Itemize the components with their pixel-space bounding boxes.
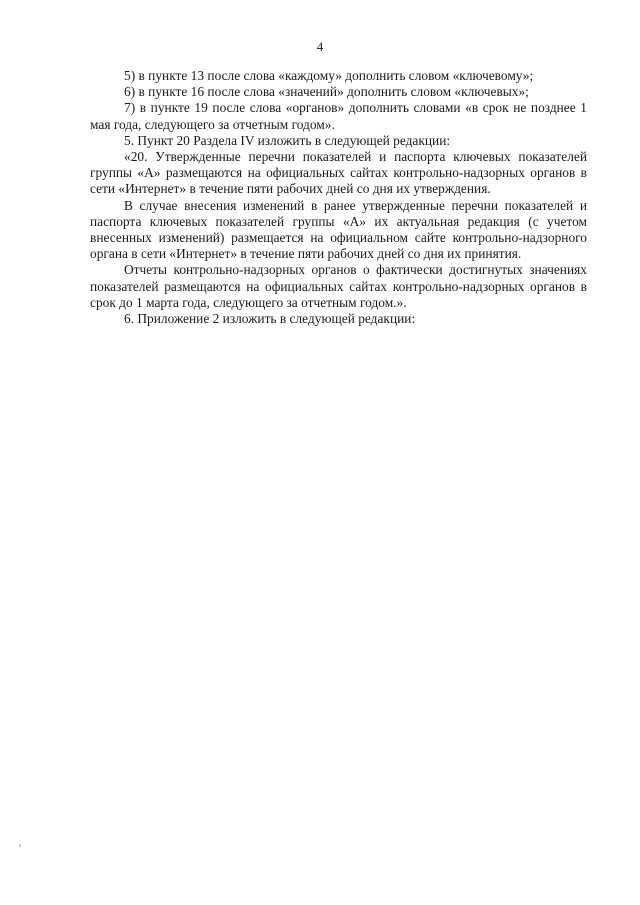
paragraph-item-6-point-16: 6) в пункте 16 после слова «значений» дополнить словом «ключевых»;	[124, 84, 529, 100]
page-number: 4	[316, 39, 324, 54]
paragraph-section-6-heading: 6. Приложение 2 изложить в следующей редакции:	[124, 311, 416, 327]
paragraph-reports-text: Отчеты контрольно-надзорных органов о фактически достигнутых значениях показателей размещаются на официальных сайтах контрольно-надзорных органов в срок до 1 марта года, следующего за отчетным годом.».	[90, 262, 587, 310]
paragraph-section-5-heading: 5. Пункт 20 Раздела IV изложить в следующей редакции:	[124, 132, 451, 148]
paragraph-changes-text: В случае внесения изменений в ранее утвержденные перечни показателей и паспорта ключевых показателей группы «А» их актуальная редакция (с учетом внесенных изменений) размещается на официальном сайте контрольно-надзорного органа в сети «Интернет» в течение пяти рабочих дней со дня их принятия.	[90, 197, 587, 262]
paragraph-item-5-point-13: 5) в пункте 13 после слова «каждому» дополнить словом «ключевому»;	[124, 68, 534, 83]
scan-mark	[19, 844, 21, 847]
paragraph-item-7-point-19: 7) в пункте 19 после слова «органов» дополнить словами «в срок не позднее 1 мая года, следующего за отчетным годом».	[90, 100, 587, 132]
paragraph-point-20-text: «20. Утвержденные перечни показателей и паспорта ключевых показателей группы «А» размещаются на официальных сайтах контрольно-надзорных органов в сети «Интернет» в течение пяти рабочих дней со дня их утверждения.	[90, 149, 587, 197]
document-body	[90, 68, 587, 327]
